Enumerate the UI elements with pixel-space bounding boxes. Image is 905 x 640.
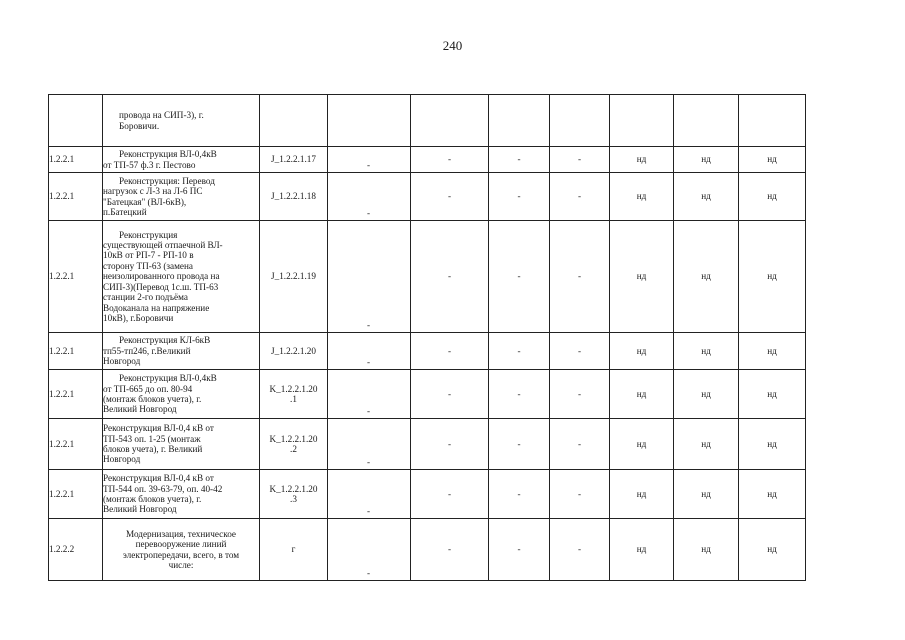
value-cell <box>328 221 411 333</box>
value-cell: нд <box>674 470 739 519</box>
project-id-cell <box>260 173 328 221</box>
empty-cell <box>739 95 806 147</box>
value-cell: - <box>550 221 610 333</box>
empty-cell <box>411 95 489 147</box>
name-line: станции 2-го подъёма <box>103 292 188 303</box>
code-cell: 1.2.2.2 <box>49 519 103 581</box>
table-row <box>49 470 806 519</box>
value-cell: нд <box>739 519 806 581</box>
project-id-cell <box>260 470 328 519</box>
project-id-line: .2 <box>290 444 297 454</box>
value-text: - <box>367 405 371 416</box>
continuation-row <box>49 95 806 147</box>
name-line: (монтаж блоков учета), г. <box>103 494 202 504</box>
value-cell <box>328 519 411 581</box>
value-text: - <box>367 356 371 367</box>
name-line: п.Батецкий <box>103 206 147 217</box>
value-cell: - <box>489 419 550 470</box>
name-line: "Батецкая" (ВЛ-6кВ), <box>103 196 187 207</box>
value-cell: нд <box>610 173 674 221</box>
value-cell <box>328 333 411 370</box>
code-cell: 1.2.2.1 <box>49 419 103 470</box>
value-cell: - <box>550 419 610 470</box>
name-line: 10кВ), г.Боровичи <box>103 312 174 323</box>
table-row <box>49 419 806 470</box>
project-id-line: J_1.2.2.1.20 <box>271 345 316 356</box>
value-text: - <box>367 159 371 170</box>
name-line: Реконструкция ВЛ-0,4 кВ от <box>103 423 214 434</box>
name-line: сторону ТП-63 (замена <box>103 260 194 271</box>
table-row <box>49 173 806 221</box>
project-id-cell <box>260 370 328 419</box>
name-line: Реконструкция ВЛ-0,4кВ <box>119 373 217 384</box>
table-row <box>49 147 806 173</box>
investment-table <box>48 94 806 581</box>
name-line: (монтаж блоков учета), г. <box>103 394 202 404</box>
project-id-line: .1 <box>290 394 297 404</box>
value-text: - <box>367 319 371 330</box>
project-id-cell <box>260 147 328 173</box>
empty-cell <box>610 95 674 147</box>
value-cell: нд <box>610 147 674 173</box>
value-cell: нд <box>610 519 674 581</box>
value-cell: - <box>489 470 550 519</box>
project-id-line: K_1.2.2.1.20 <box>269 383 318 394</box>
value-cell: - <box>411 221 489 333</box>
code-cell: 1.2.2.1 <box>49 147 103 173</box>
name-line: Модернизация, техническое <box>126 528 236 539</box>
project-id-cell <box>260 333 328 370</box>
name-cell <box>103 333 260 370</box>
value-cell: нд <box>610 470 674 519</box>
value-cell: нд <box>674 519 739 581</box>
value-cell: нд <box>739 221 806 333</box>
name-line: 10кВ от РП-7 - РП-10 в <box>103 250 194 261</box>
name-line: Водоканала на напряжение <box>103 302 210 313</box>
name-cell <box>103 147 260 173</box>
name-cell <box>103 370 260 419</box>
value-cell: нд <box>674 333 739 370</box>
name-line: существующей отпаечной ВЛ- <box>103 240 223 251</box>
value-cell: - <box>489 147 550 173</box>
empty-cell <box>550 95 610 147</box>
name-line: от ТП-57 ф.3 г. Пестово <box>103 159 196 170</box>
project-id-line: J_1.2.2.1.18 <box>271 191 316 202</box>
value-cell: - <box>411 470 489 519</box>
name-line: тп55-тп246, г.Великий <box>103 345 191 356</box>
value-cell: - <box>489 173 550 221</box>
name-cell <box>103 173 260 221</box>
name-line: Реконструкция ВЛ-0,4 кВ от <box>103 473 214 484</box>
name-line: числе: <box>168 559 194 570</box>
name-line: Великий Новгород <box>103 404 177 415</box>
value-cell: - <box>489 519 550 581</box>
name-line: Реконструкция: Перевод <box>119 175 215 186</box>
value-cell <box>328 370 411 419</box>
project-id-cell <box>260 419 328 470</box>
value-cell: - <box>550 333 610 370</box>
value-cell: - <box>411 147 489 173</box>
value-cell <box>328 147 411 173</box>
value-text: - <box>367 207 371 218</box>
name-line: Боровичи. <box>119 120 160 131</box>
project-id-cell <box>260 221 328 333</box>
value-text: - <box>367 456 371 467</box>
value-cell <box>328 173 411 221</box>
value-cell: нд <box>739 419 806 470</box>
table-row <box>49 333 806 370</box>
code-cell: 1.2.2.1 <box>49 173 103 221</box>
name-line: провода на СИП-3), г. <box>119 110 204 121</box>
code-cell: 1.2.2.1 <box>49 221 103 333</box>
value-cell: нд <box>674 221 739 333</box>
name-line: Реконструкция ВЛ-0,4кВ <box>119 149 217 160</box>
value-cell: нд <box>739 470 806 519</box>
name-line: блоков учета), г. Великий <box>103 444 203 454</box>
value-text: - <box>367 567 371 578</box>
value-cell: нд <box>610 370 674 419</box>
value-text: - <box>367 505 371 516</box>
empty-cell <box>260 95 328 147</box>
value-cell: - <box>411 173 489 221</box>
table-row <box>49 221 806 333</box>
name-line: электропередачи, всего, в том <box>122 549 240 560</box>
name-line: Реконструкция КЛ-6кВ <box>119 335 211 346</box>
name-cell <box>103 470 260 519</box>
code-cell <box>49 95 103 147</box>
project-id-cell <box>260 519 328 581</box>
value-cell: - <box>411 419 489 470</box>
name-line: СИП-3)(Перевод 1с.ш. ТП-63 <box>103 281 219 292</box>
value-cell: - <box>550 173 610 221</box>
value-cell: нд <box>739 370 806 419</box>
value-cell <box>328 470 411 519</box>
value-cell: нд <box>610 333 674 370</box>
value-cell: - <box>550 147 610 173</box>
project-id-line: г <box>291 544 296 555</box>
table-row <box>49 370 806 419</box>
value-cell: нд <box>674 173 739 221</box>
value-cell: - <box>411 370 489 419</box>
project-id-line: K_1.2.2.1.20 <box>269 483 318 494</box>
name-cell <box>103 95 260 147</box>
project-id-line: K_1.2.2.1.20 <box>269 433 318 444</box>
empty-cell <box>489 95 550 147</box>
code-cell: 1.2.2.1 <box>49 470 103 519</box>
value-cell: нд <box>739 147 806 173</box>
value-cell: - <box>489 221 550 333</box>
project-id-line: J_1.2.2.1.19 <box>271 271 316 282</box>
value-cell: нд <box>610 419 674 470</box>
name-line: Новгород <box>103 454 141 465</box>
name-cell <box>103 221 260 333</box>
value-cell: - <box>489 333 550 370</box>
project-id-line: .3 <box>290 494 297 504</box>
value-cell: - <box>411 519 489 581</box>
project-id-line: J_1.2.2.1.17 <box>271 154 316 165</box>
value-cell: нд <box>674 370 739 419</box>
code-cell: 1.2.2.1 <box>49 370 103 419</box>
value-cell: - <box>411 333 489 370</box>
name-line: неизолированного провода на <box>103 271 220 282</box>
name-cell <box>103 419 260 470</box>
name-line: Новгород <box>103 356 141 367</box>
name-line: ТП-544 оп. 39-63-79, оп. 40-42 <box>103 483 223 494</box>
code-cell: 1.2.2.1 <box>49 333 103 370</box>
value-cell: нд <box>739 333 806 370</box>
page-number: 240 <box>442 38 463 53</box>
name-line: ТП-543 оп. 1-25 (монтаж <box>103 433 201 444</box>
value-cell: - <box>550 519 610 581</box>
value-cell: нд <box>674 147 739 173</box>
name-line: от ТП-665 до оп. 80-94 <box>103 383 193 394</box>
empty-cell <box>328 95 411 147</box>
value-cell: - <box>550 370 610 419</box>
table-row <box>49 519 806 581</box>
name-line: Реконструкция <box>119 229 178 240</box>
name-line: Великий Новгород <box>103 504 177 515</box>
name-cell <box>103 519 260 581</box>
value-cell: - <box>550 470 610 519</box>
value-cell: нд <box>610 221 674 333</box>
value-cell <box>328 419 411 470</box>
empty-cell <box>674 95 739 147</box>
value-cell: нд <box>674 419 739 470</box>
name-line: нагрузок с Л-3 на Л-6 ПС <box>103 186 203 197</box>
name-line: перевооружение линий <box>135 539 227 550</box>
value-cell: - <box>489 370 550 419</box>
value-cell: нд <box>739 173 806 221</box>
